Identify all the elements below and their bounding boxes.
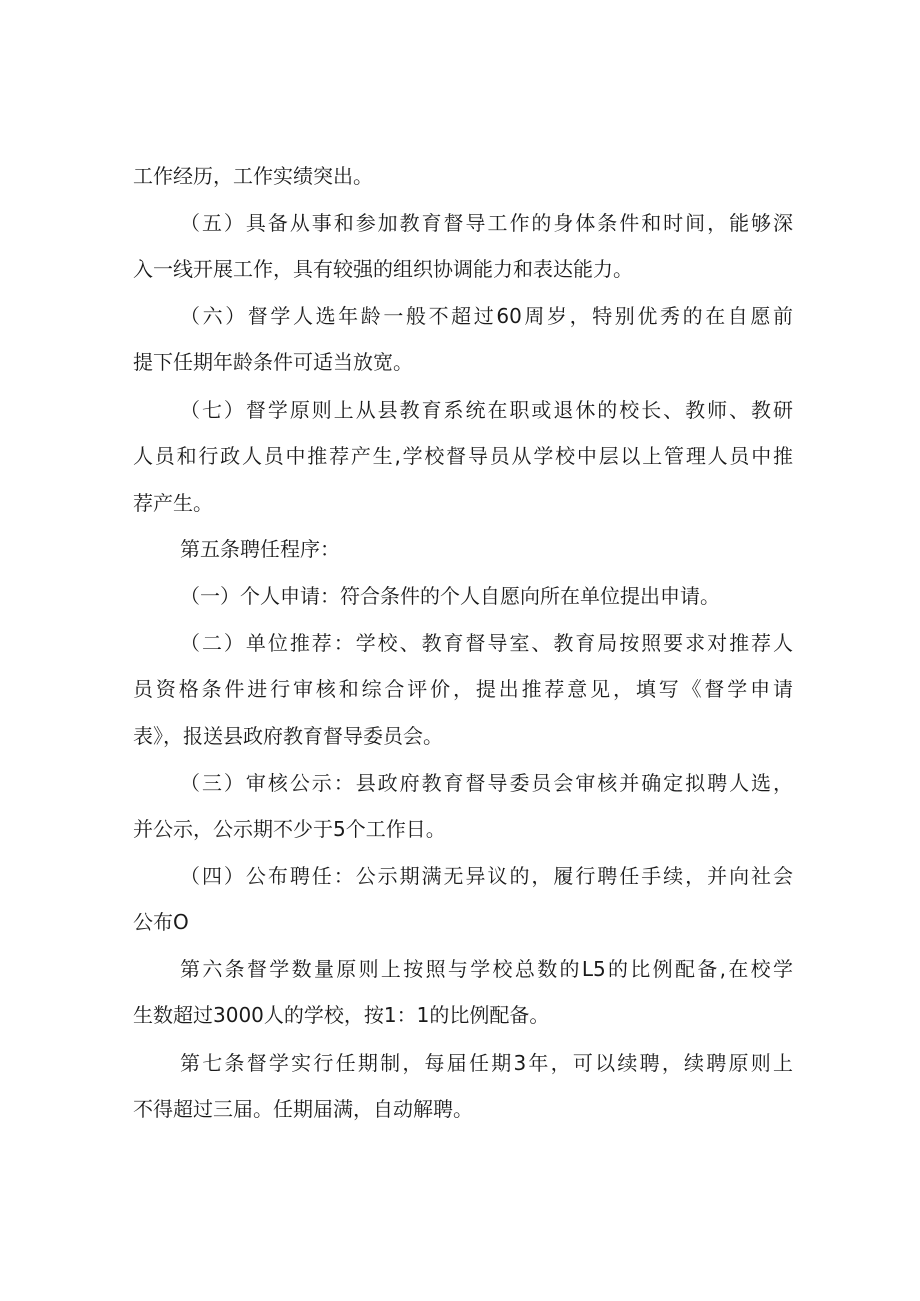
text-line: 第六条督学数量原则上按照与学校总数的L5的比例配备,在校学 (180, 957, 793, 981)
text-line: （三）审核公示：县政府教育督导委员会审核并确定拟聘人选， (180, 771, 793, 795)
text-line: （二）单位推荐：学校、教育督导室、教育局按照要求对推荐人 (180, 631, 793, 655)
text-line: 表》，报送县政府教育督导委员会。 (133, 724, 443, 748)
text-line: （七）督学原则上从县教育系统在职或退休的校长、教师、教研 (180, 398, 793, 422)
text-line: 人员和行政人员中推荐产生,学校督导员从学校中层以上管理人员中推 (133, 444, 793, 468)
text-line: （六）督学人选年龄一般不超过60周岁，特别优秀的在自愿前 (180, 304, 793, 328)
text-line: 不得超过三届。任期届满，自动解聘。 (133, 1097, 473, 1121)
text-line: 生数超过3000人的学校，按1：1的比例配备。 (133, 1003, 550, 1027)
text-line: （四）公布聘任：公示期满无异议的，履行聘任手续，并向社会 (180, 864, 793, 888)
text-line: 荐产生。 (133, 491, 213, 515)
text-line: （一）个人申请：符合条件的个人自愿向所在单位提出申请。 (180, 584, 720, 608)
text-line: （五）具备从事和参加教育督导工作的身体条件和时间，能够深 (180, 211, 793, 235)
text-line: 第七条督学实行任期制，每届任期3年，可以续聘，续聘原则上 (180, 1051, 793, 1075)
text-line: 提下任期年龄条件可适当放宽。 (133, 350, 413, 374)
text-line: 并公示，公示期不少于5个工作日。 (133, 817, 446, 841)
section-heading: 第五条聘任程序： (180, 537, 340, 561)
text-line: 员资格条件进行审核和综合评价，提出推荐意见，填写《督学申请 (133, 677, 793, 701)
text-line: 入一线开展工作，具有较强的组织协调能力和表达能力。 (133, 257, 633, 281)
text-line: 工作经历，工作实绩突出。 (133, 164, 373, 188)
text-line: 公布O (133, 910, 189, 934)
